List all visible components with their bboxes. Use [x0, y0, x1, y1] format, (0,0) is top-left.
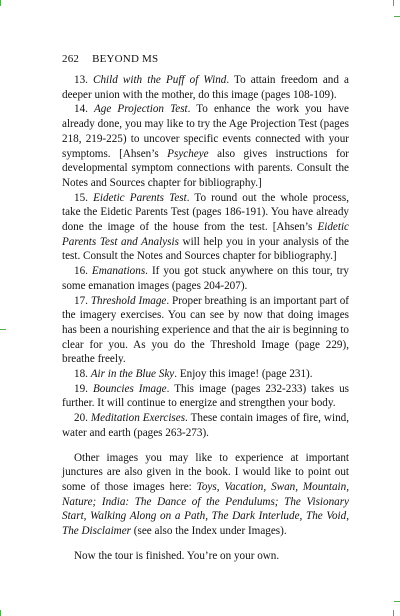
paragraph-item-14	[62, 102, 349, 190]
text-run: also gives instructions for developmental symptom connections with parents. Consult the Notes and Sources chapter for bibliography.]	[62, 147, 349, 189]
crop-mark-top-left	[0, 0, 1, 6]
running-title: BEYOND MS	[92, 53, 159, 65]
paragraph-item-15	[62, 191, 349, 265]
text-run: 16.	[74, 265, 92, 278]
paragraph-item-19	[62, 382, 349, 411]
crop-mark-bottom-left	[0, 610, 1, 616]
paragraph-closing	[62, 549, 349, 564]
text-run: 14.	[74, 103, 94, 116]
body-text	[62, 73, 349, 564]
text-run: (see also the Index under Images).	[131, 525, 287, 538]
text-run: . To enhance the work you have already done, you may like to try the Age Projection Test (pages 218, 219-225) to uncover specific events connected with your symptoms. [Ahsen’s	[62, 103, 349, 160]
text-run: . To attain freedom and a deeper union with the mother, do this image (pages 108-109).	[62, 74, 350, 101]
running-header	[62, 53, 158, 65]
italic-text-run: Eidetic Parents Test	[93, 191, 187, 204]
text-run: . If you got stuck anywhere on this tour, try some emanation images (pages 204-207).	[62, 265, 349, 292]
crop-mark-left-middle	[0, 329, 6, 330]
text-run: . To round out the whole process, take the Eidetic Parents Test (pages 186-191). You have already done the image of the house from the test. [Ahsen’s	[62, 191, 349, 234]
text-run: 19.	[74, 382, 93, 395]
text-run: . These contain images of fire, wind, water and earth (pages 263-273).	[62, 412, 349, 439]
italic-text-run: Meditation Exercises	[90, 412, 186, 425]
text-run: Now the tour is finished. You’re on your own.	[74, 549, 280, 562]
text-run: 15.	[74, 191, 94, 204]
paragraph-item-13	[62, 73, 349, 102]
text-run: will help you in your analysis of the test. Consult the Notes and Sources chapter for bibliography.]	[62, 235, 349, 263]
paragraph-item-17	[62, 294, 349, 368]
text-run: Other images you may like to experience at important junctures are also given in the book. I would like to point out some of those images here:	[62, 451, 349, 493]
text-run: . Proper breathing is an important part of the imagery exercises. You can see by now that doing images has been a nourishing experience and that the air is beginning to clear for you. As you do the Threshold Image (page 229), breathe freely.	[62, 294, 350, 366]
text-run: 17.	[74, 294, 91, 307]
paragraph-item-18	[62, 367, 349, 382]
italic-text-run: Bouncies Image	[92, 382, 167, 395]
crop-mark-right-lower	[394, 601, 400, 602]
text-run: 13.	[74, 74, 94, 86]
crop-mark-top-right	[393, 0, 394, 6]
italic-text-run: Threshold Image	[90, 294, 167, 307]
italic-text-run: Age Projection Test	[94, 103, 188, 116]
paragraph-other-images	[62, 451, 349, 539]
text-run: . This image (pages 232-233) takes us further. It will continue to energize and strengthen your body.	[62, 382, 349, 410]
paragraph-item-16	[62, 264, 349, 293]
text-run: 20.	[74, 412, 91, 425]
italic-text-run: Eidetic Parents Test and Analysis	[62, 221, 349, 248]
crop-mark-bottom-right	[393, 610, 394, 616]
crop-mark-right-upper	[394, 16, 400, 17]
text-run: . Enjoy this image! (page 231).	[174, 368, 313, 381]
paragraph-item-20	[62, 411, 349, 440]
italic-text-run: Toys, Vacation, Swan, Mountain, Nature; India: The Dance of the Pendulums; The Visionary Start, Walking Along on a Path, The Dark Interlude, The Void, The Disclaimer	[62, 480, 350, 538]
italic-text-run: Child with the Puff of Wind	[93, 74, 227, 86]
text-run: 18.	[74, 368, 91, 381]
italic-text-run: Psycheye	[167, 147, 209, 160]
page-number: 262	[62, 53, 80, 65]
italic-text-run: Air in the Blue Sky	[90, 368, 175, 381]
italic-text-run: Emanations	[91, 265, 146, 278]
